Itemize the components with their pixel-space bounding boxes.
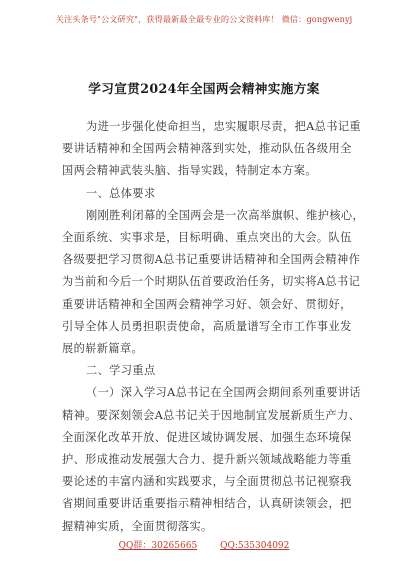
paragraph-line: （一）深入学习A总书记在全国两会期间系列重要讲话 [86,386,361,400]
qq-link[interactable]: QQ:535304092 [220,541,290,551]
paragraph-line: 护、形成推动发展强大合力、提升新兴领域战略能力等重 [62,453,352,466]
paragraph-line: 刚刚胜利闭幕的全国两会是一次高举旗帜、维护核心， [86,208,365,222]
paragraph-line: 展的崭新篇章。 [62,342,144,355]
section-heading: 二、学习重点 [86,364,156,378]
paragraph-line: 引导全体人员勇担职责使命，高质量谱写全市工作事业发 [62,319,352,333]
header-note: 关注头条号"公文研究"，获得最新最全最专业的公文资料库！ 微信：gongwenyj [55,14,353,24]
section-heading: 一、总体要求 [86,186,156,200]
footer-contacts [0,538,408,551]
paragraph-line: 要讲话精神和全国两会精神落到实处，推动队伍各级用全 [62,142,352,156]
paragraph-line: 为当前和今后一个时期队伍首要政治任务，切实将A总书记 [62,275,361,289]
paragraph-line: 精神。要深刻领会A总书记关于因地制宜发展新质生产力、 [62,408,361,422]
document-title: 学习宣贯2024年全国两会精神实施方案 [88,81,320,96]
qq-group-link[interactable]: QQ群：30265665 [118,541,198,551]
paragraph-line: 省期间重要讲话重要指示精神相结合，认真研读领会，把 [62,497,352,511]
paragraph-line: 为进一步强化使命担当，忠实履职尽责，把A总书记重 [86,120,361,133]
paragraph-line: 握精神实质，全面贯彻落实。 [62,519,213,533]
paragraph-line: 各级要把学习贯彻A总书记重要讲话精神和全国两会精神作 [62,253,361,267]
paragraph-line: 要论述的丰富内涵和实践要求，与全面贯彻总书记视察我 [62,475,352,489]
paragraph-line: 全面系统、实事求是，目标明确、重点突出的大会。队伍 [62,231,352,244]
paragraph-line: 全面深化改革开放、促进区域协调发展、加强生态环境保 [62,430,352,444]
paragraph-line: 重要讲话精神和全国两会精神学习好、领会好、贯彻好， [62,297,352,311]
paragraph-line: 国两会精神武装头脑、指导实践，特制定本方案。 [62,164,317,178]
